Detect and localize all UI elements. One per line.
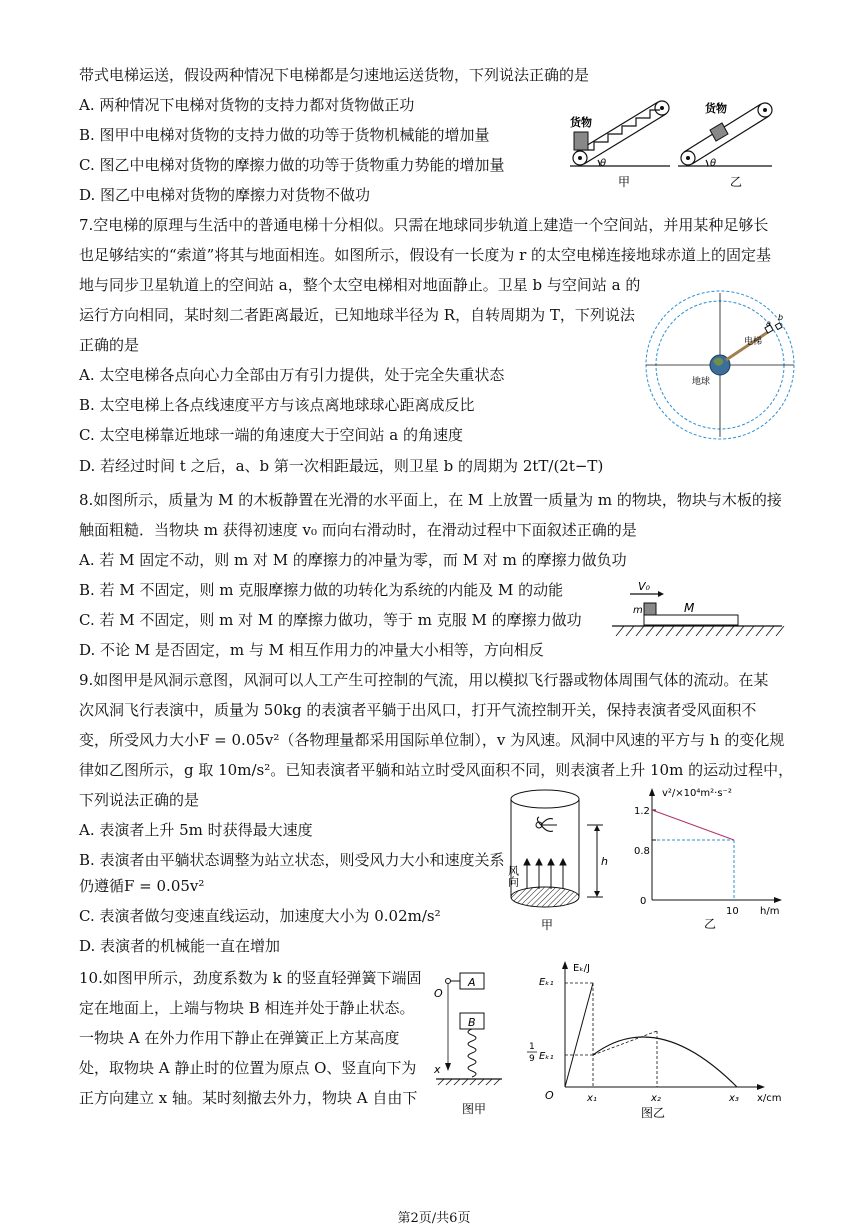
text-line: 地与同步卫星轨道上的空间站 a，整个太空电梯相对地面静止。卫星 b 与空间站 a 的 (79, 276, 641, 294)
x-axis-label: h/m (760, 906, 780, 917)
figure-space-elevator (640, 290, 800, 440)
text-line: A. 若 M 固定不动，则 m 对 M 的摩擦力的冲量为零，而 M 对 m 的摩擦力做负功 (79, 551, 627, 569)
y-axis-label: Eₖ/J (573, 963, 590, 974)
figure-spring-blocks (428, 967, 510, 1119)
text-line: 运行方向相同，某时刻二者距离最近，已知地球半径为 R，自转周期为 T，下列说法 (79, 306, 635, 324)
figure-block-board (608, 578, 786, 642)
text-line: D. 不论 M 是否固定，m 与 M 相互作用力的冲量大小相等，方向相反 (79, 641, 544, 659)
text-line: 处，取物块 A 静止时的位置为原点 O、竖直向下为 (79, 1059, 417, 1077)
text-line: C. 太空电梯靠近地球一端的角速度大于空间站 a 的角速度 (79, 426, 463, 444)
text-line: B. 若 M 不固定，则 m 克服摩擦力做的功转化为系统的内能及 M 的动能 (79, 581, 564, 599)
text-line: 正确的是 (79, 336, 140, 354)
text-line: 正方向建立 x 轴。某时刻撤去外力，物块 A 自由下 (79, 1089, 418, 1107)
m-label: m (633, 605, 643, 616)
text-line: C. 图乙中电梯对货物的摩擦力做的功等于货物重力势能的增加量 (79, 156, 505, 174)
figure-label-jia: 甲 (541, 918, 554, 932)
text-line: B. 表演者由平躺状态调整为站立状态，则受风力大小和速度关系 (79, 851, 505, 869)
x1-label: x₁ (587, 1093, 597, 1104)
x-axis-label: x (434, 1063, 441, 1076)
ek1-label: Eₖ₁ (539, 977, 554, 988)
figure-escalators (560, 98, 775, 190)
figure-label-yi: 乙 (730, 175, 743, 189)
text-line: A. 表演者上升 5m 时获得最大速度 (79, 821, 313, 839)
M-label: M (684, 601, 695, 615)
text-line: A. 两种情况下电梯对货物的支持力都对货物做正功 (79, 96, 415, 114)
text-line: 下列说法正确的是 (79, 791, 200, 809)
block-A-label: A (468, 976, 476, 989)
page-footer: 第2页/共6页 (397, 1211, 471, 1226)
y-tick-label: 0.8 (634, 846, 650, 857)
chart-v2-vs-h (618, 782, 788, 932)
text-line: C. 若 M 不固定，则 m 对 M 的摩擦力做功，等于 m 克服 M 的摩擦力做功 (79, 611, 582, 629)
label-b: b (778, 313, 784, 322)
text-line: 9.如图甲是风洞示意图，风洞可以人工产生可控制的气流，用以模拟飞行器或物体周围气体的流动。在某 (79, 671, 769, 689)
text-line: C. 表演者做匀变速直线运动，加速度大小为 0.02m/s² (79, 907, 441, 925)
text-line: 定在地面上，上端与物块 B 相连并处于静止状态。 (79, 999, 415, 1017)
text-line: D. 图乙中电梯对货物的摩擦力对货物不做功 (79, 186, 371, 204)
figure-label-jia: 甲 (618, 175, 631, 189)
text-line: 带式电梯运送，假设两种情况下电梯都是匀速地运送货物，下列说法正确的是 (79, 66, 590, 84)
cargo-label: 货物 (570, 116, 592, 129)
cargo-label: 货物 (705, 102, 727, 115)
figure-wind-tunnel (505, 785, 615, 933)
y-axis-label: v²/×10⁴m²·s⁻² (662, 788, 732, 799)
text-line: 仍遵循F = 0.05v² (79, 877, 205, 895)
figure-label-yi: 乙 (704, 917, 717, 931)
x-axis-label: x/cm (757, 1093, 782, 1104)
text-line: D. 表演者的机械能一直在增加 (79, 937, 281, 955)
ek1-label: Eₖ₁ (539, 1051, 554, 1062)
series-line (652, 810, 734, 840)
text-line: 7.空电梯的原理与生活中的普通电梯十分相似。只需在地球同步轨道上建造一个空间站，并用某种足够长 (79, 216, 769, 234)
x-tick-label: 10 (726, 906, 739, 917)
theta-label: θ (600, 158, 607, 169)
theta-label: θ (710, 158, 717, 169)
earth-label: 地球 (692, 377, 711, 387)
elevator-label: 电梯 (744, 337, 763, 347)
text-line: A. 太空电梯各点向心力全部由万有引力提供，处于完全失重状态 (79, 366, 505, 384)
text-line: 也足够结实的“索道”将其与地面相连。如图所示，假设有一长度为 r 的太空电梯连接地球赤道上的固定基 (79, 246, 772, 264)
block-B-label: B (468, 1016, 476, 1029)
y-tick-label: 0 (640, 896, 647, 907)
label-a: a (766, 319, 771, 328)
text-line: 10.如图甲所示，劲度系数为 k 的竖直轻弹簧下端固 (79, 969, 422, 987)
text-line: 变，所受风力大小F = 0.05v²（各物理量都采用国际单位制），v 为风速。风洞中风速的平方与 h 的变化规 (79, 731, 785, 749)
text-line: B. 太空电梯上各点线速度平方与该点离地球球心距离成反比 (79, 396, 475, 414)
text-line: 8.如图所示，质量为 M 的木板静置在光滑的水平面上，在 M 上放置一质量为 m 的物块，物块与木板的接 (79, 491, 782, 509)
text-line: B. 图甲中电梯对货物的支持力做的功等于货物机械能的增加量 (79, 126, 490, 144)
x3-label: x₃ (729, 1093, 739, 1104)
text-line: 次风洞飞行表演中，质量为 50kg 的表演者平躺于出风口，打开气流控制开关，保持表演者受风面积不 (79, 701, 757, 719)
v0-label: V₀ (638, 580, 650, 593)
x2-label: x₂ (651, 1093, 661, 1104)
origin-label: O (545, 1089, 554, 1102)
text-line: 律如乙图所示，g 取 10m/s²。已知表演者平躺和站立时受风面积不同，则表演者上升 10m 的运动过程中， (79, 761, 794, 779)
figure-ek-vs-x (525, 957, 795, 1121)
y-tick-label: 1.2 (634, 806, 650, 817)
text-line: 一物块 A 在外力作用下静止在弹簧正上方某高度 (79, 1029, 400, 1047)
fraction-denominator: 9 (529, 1054, 535, 1064)
origin-O-label: O (434, 987, 443, 1000)
text-line: 触面粗糙．当物块 m 获得初速度 v₀ 而向右滑动时，在滑动过程中下面叙述正确的是 (79, 521, 637, 539)
wind-direction-label: 风向 (506, 865, 520, 887)
h-label: h (601, 855, 608, 868)
figure-label-yi: 图乙 (641, 1106, 666, 1120)
text-line: D. 若经过时间 t 之后，a、b 第一次相距最远，则卫星 b 的周期为 2tT/(2t−T) (79, 457, 604, 475)
fraction-numerator: 1 (529, 1042, 535, 1052)
figure-label-jia: 图甲 (462, 1102, 487, 1116)
